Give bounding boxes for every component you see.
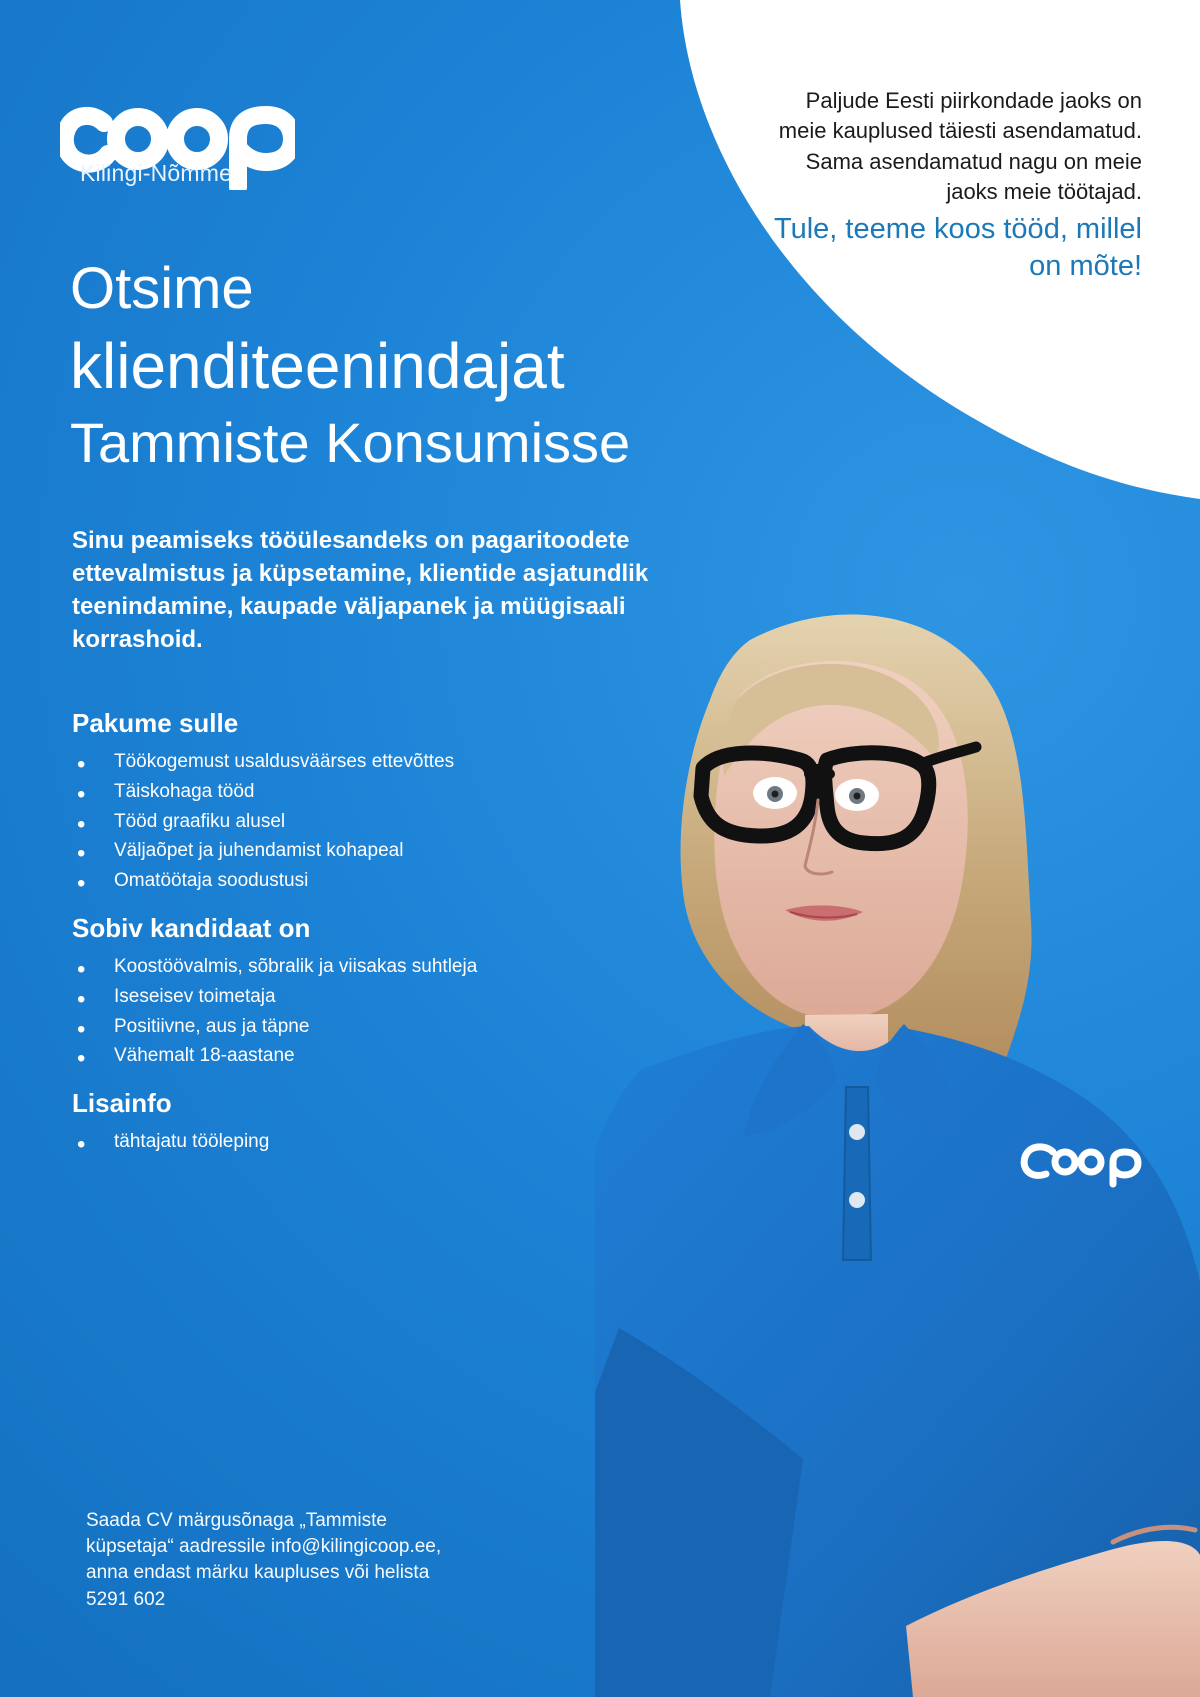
candidate-item: • Koostöövalmis, sõbralik ja viisakas suhtleja	[72, 952, 592, 982]
candidate-title: Sobiv kandidaat on	[72, 913, 311, 943]
headline-line-1: Otsime	[70, 256, 254, 321]
headline-line-2: klienditeenindajat	[70, 330, 565, 403]
offer-title: Pakume sulle	[72, 708, 239, 738]
person-photo	[595, 610, 1200, 1697]
candidate-item: • Iseseisev toimetaja	[72, 982, 592, 1012]
extra-info-title: Lisainfo	[72, 1088, 172, 1118]
quote-block	[762, 86, 1142, 285]
candidate-list	[72, 952, 592, 1071]
offer-list	[72, 747, 592, 896]
intro-text: Sinu peamiseks tööülesandeks on pagaritoodete ettevalmistus ja küpsetamine, klientide asjatundlik teenindamine, kaupade väljapanek ja müügisaali korrashoid.	[72, 527, 649, 654]
offer-item: • Tööd graafiku alusel	[72, 807, 592, 837]
candidate-item: • Positiivne, aus ja täpne	[72, 1012, 592, 1042]
offer-item: • Väljaõpet ja juhendamist kohapeal	[72, 836, 592, 866]
extra-info-list	[72, 1127, 592, 1157]
offer-item: • Täiskohaga tööd	[72, 777, 592, 807]
quote-text: Paljude Eesti piirkondade jaoks on meie kauplused täiesti asendamatud. Sama asendamatud nagu on meie jaoks meie töötajad.	[778, 88, 1142, 205]
logo-location-text: Kilingi-Nõmme	[80, 160, 233, 186]
extra-info-section	[72, 1088, 592, 1157]
offer-item: • Töökogemust usaldusväärses ettevõttes	[72, 747, 592, 777]
extra-info-item: • tähtajatu tööleping	[72, 1127, 592, 1157]
candidate-item: • Vähemalt 18-aastane	[72, 1041, 592, 1071]
contact-text: Saada CV märgusõnaga „Tammiste küpsetaja“ aadressile info@kilingicoop.ee, anna endast märku kaupluses või helista 5291 602	[86, 1510, 442, 1610]
headline	[70, 258, 720, 472]
candidate-section	[72, 913, 592, 1071]
headline-line-3: Tammiste Konsumisse	[70, 410, 631, 474]
quote-accent-text: Tule, teeme koos tööd, millel on mõte!	[773, 213, 1142, 282]
offer-item: • Omatöötaja soodustusi	[72, 866, 592, 896]
offer-section	[72, 708, 592, 896]
